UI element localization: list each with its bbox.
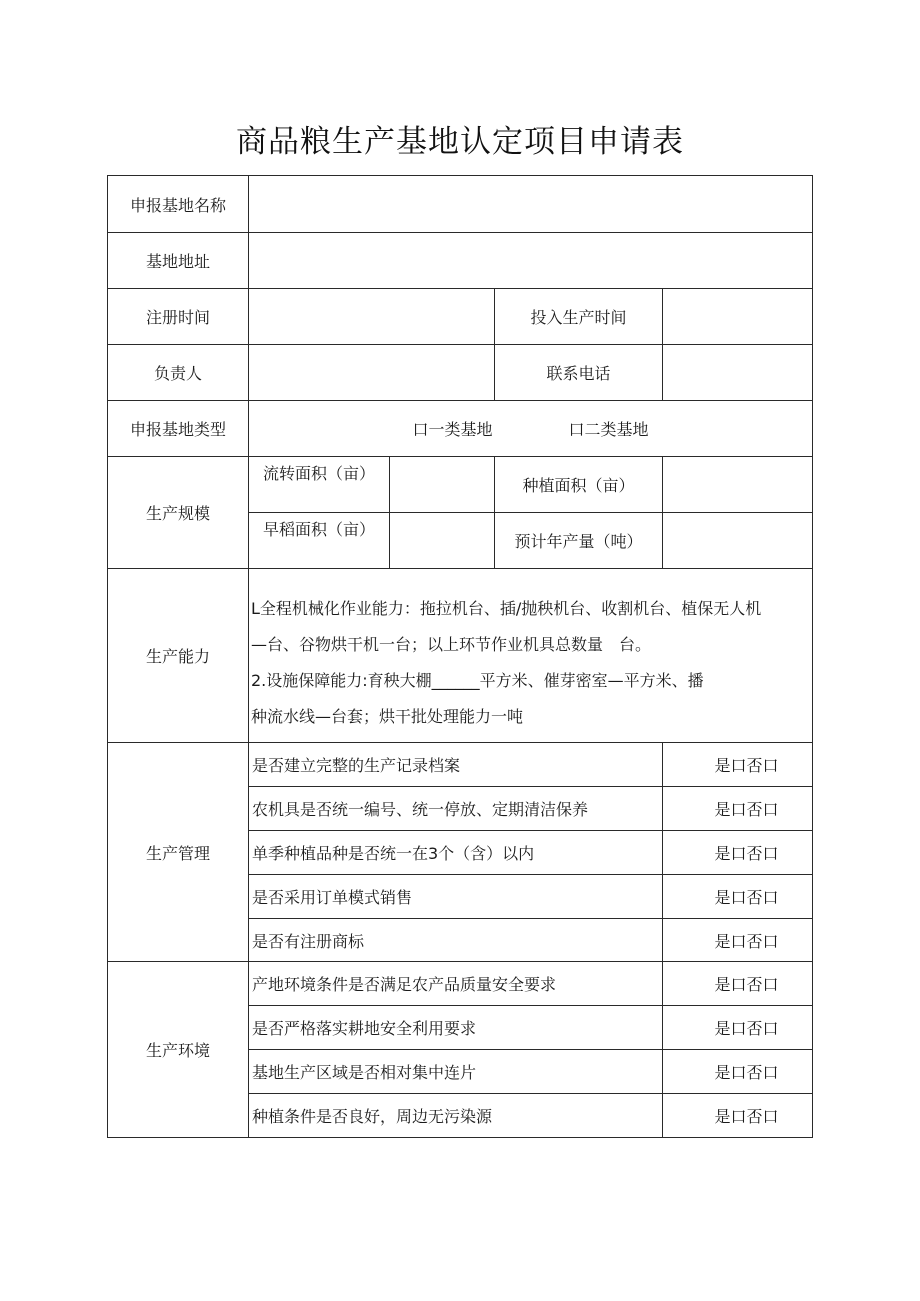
plant-area-label: 种植面积（亩） (495, 457, 663, 513)
transfer-area-field[interactable] (390, 457, 495, 513)
management-item: 是否建立完整的生产记录档案 (249, 743, 663, 787)
row-environment-1 (108, 962, 813, 1006)
management-item: 农机具是否统一编号、统一停放、定期清洁保养 (249, 787, 663, 831)
row-capacity (108, 569, 813, 743)
row-address (108, 233, 813, 289)
capacity-line: L全程机械化作业能力：拖拉机台、插/抛秧机台、收割机台、植保无人机 (251, 599, 762, 618)
base-name-label: 申报基地名称 (108, 176, 249, 233)
reg-time-field[interactable] (249, 289, 495, 345)
capacity-line: 2.设施保障能力:育秧大棚______平方米、催芽密室—平方米、播 (251, 671, 704, 690)
reg-time-label: 注册时间 (108, 289, 249, 345)
yes-no-checkbox[interactable]: 是口否口 (663, 1094, 813, 1138)
yes-no-checkbox[interactable]: 是口否口 (663, 1050, 813, 1094)
phone-field[interactable] (663, 345, 813, 401)
annual-output-field[interactable] (663, 513, 813, 569)
row-management-1 (108, 743, 813, 787)
capacity-line: —台、谷物烘干机一台；以上环节作业机具总数量 台。 (251, 635, 652, 654)
capacity-label: 生产能力 (108, 569, 249, 743)
row-scale-1 (108, 457, 813, 513)
type-options (249, 401, 813, 457)
leader-label: 负责人 (108, 345, 249, 401)
type-option-class1-checkbox[interactable]: 口一类基地 (412, 420, 493, 439)
phone-label: 联系电话 (495, 345, 663, 401)
environment-item: 基地生产区域是否相对集中连片 (249, 1050, 663, 1094)
row-type (108, 401, 813, 457)
environment-item: 产地环境条件是否满足农产品质量安全要求 (249, 962, 663, 1006)
management-item: 是否有注册商标 (249, 919, 663, 962)
row-contact (108, 345, 813, 401)
management-label: 生产管理 (108, 743, 249, 962)
leader-field[interactable] (249, 345, 495, 401)
yes-no-checkbox[interactable]: 是口否口 (663, 962, 813, 1006)
row-base-name (108, 176, 813, 233)
capacity-line: 种流水线—台套；烘干批处理能力一吨 (251, 707, 524, 726)
address-label: 基地地址 (108, 233, 249, 289)
annual-output-label: 预计年产量（吨） (495, 513, 663, 569)
yes-no-checkbox[interactable]: 是口否口 (663, 831, 813, 875)
transfer-area-label: 流转面积（亩） (249, 457, 390, 513)
environment-label: 生产环境 (108, 962, 249, 1138)
plant-area-field[interactable] (663, 457, 813, 513)
environment-item: 是否严格落实耕地安全利用要求 (249, 1006, 663, 1050)
early-rice-area-field[interactable] (390, 513, 495, 569)
row-registration (108, 289, 813, 345)
capacity-text (249, 569, 813, 743)
management-item: 是否采用订单模式销售 (249, 875, 663, 919)
page-title: 商品粮生产基地认定项目申请表 (236, 124, 684, 160)
yes-no-checkbox[interactable]: 是口否口 (663, 1006, 813, 1050)
base-name-field[interactable] (249, 176, 813, 233)
prod-time-field[interactable] (663, 289, 813, 345)
yes-no-checkbox[interactable]: 是口否口 (663, 875, 813, 919)
type-option-class2-checkbox[interactable]: 口二类基地 (568, 420, 649, 439)
yes-no-checkbox[interactable]: 是口否口 (663, 743, 813, 787)
yes-no-checkbox[interactable]: 是口否口 (663, 919, 813, 962)
application-form (107, 175, 813, 1138)
management-item: 单季种植品种是否统一在3个（含）以内 (249, 831, 663, 875)
type-label: 申报基地类型 (108, 401, 249, 457)
environment-item: 种植条件是否良好，周边无污染源 (249, 1094, 663, 1138)
address-field[interactable] (249, 233, 813, 289)
yes-no-checkbox[interactable]: 是口否口 (663, 787, 813, 831)
prod-time-label: 投入生产时间 (495, 289, 663, 345)
early-rice-area-label: 早稻面积（亩） (249, 513, 390, 569)
scale-label: 生产规模 (108, 457, 249, 569)
